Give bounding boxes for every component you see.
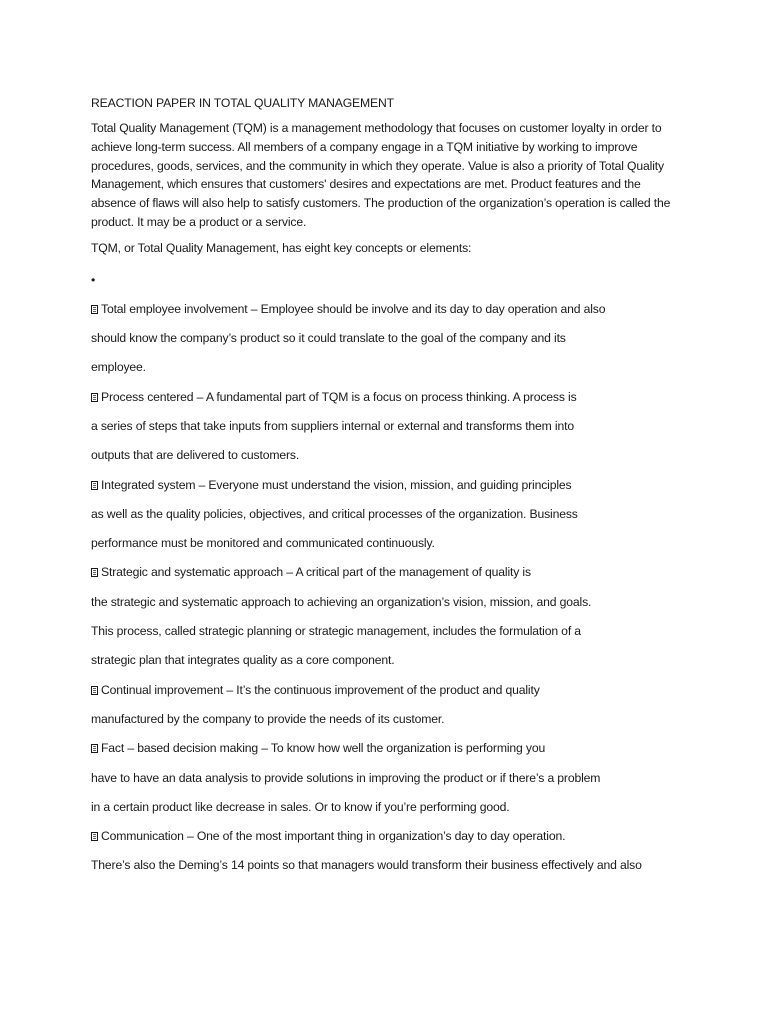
concept-item-line	[91, 563, 681, 581]
line-text: in a certain product like decrease in sales. Or to know if you’re performing good.	[91, 799, 510, 814]
concept-continuation-line	[91, 798, 681, 816]
line-text: manufactured by the company to provide the needs of its customer.	[91, 711, 445, 726]
line-text: have to have an data analysis to provide solutions in improving the product or if there’s a problem	[91, 770, 601, 785]
concept-continuation-line	[91, 505, 681, 523]
line-text: Communication – One of the most important thing in organization’s day to day operation.	[101, 829, 566, 844]
line-text: Strategic and systematic approach – A critical part of the management of quality is	[101, 565, 531, 580]
concept-continuation-line	[91, 651, 681, 669]
line-text: strategic plan that integrates quality as a core component.	[91, 653, 395, 668]
concept-continuation-line	[91, 534, 681, 552]
concept-item-line	[91, 681, 681, 699]
missing-glyph-icon	[91, 393, 98, 402]
concept-continuation-line	[91, 622, 681, 640]
concept-item-line	[91, 476, 681, 494]
missing-glyph-icon	[91, 744, 98, 753]
concept-continuation-line	[91, 710, 681, 728]
missing-glyph-icon	[91, 305, 98, 314]
concept-continuation-line	[91, 593, 681, 611]
concept-item-line	[91, 739, 681, 757]
concept-item-line	[91, 827, 681, 845]
line-text: outputs that are delivered to customers.	[91, 448, 300, 463]
concept-item-line	[91, 388, 681, 406]
closing-paragraph: There’s also the Deming’s 14 points so that managers would transform their business effectively and also	[91, 858, 642, 873]
intro-paragraph: Total Quality Management (TQM) is a management methodology that focuses on customer loyalty in order to achieve long-term success. All members of a company engage in a TQM initiative by working to improve procedures, goods, services, and the community in which they operate. Value is also a priority of Total Quality Management, which ensures that customers' desires and expectations are met. Product features and the absence of flaws will also help to satisfy customers. The production of the organization’s operation is called the product. It may be a product or a service.	[91, 121, 671, 229]
line-text: a series of steps that take inputs from suppliers internal or external and transforms them into	[91, 418, 574, 433]
concept-continuation-line	[91, 446, 681, 464]
concept-lines	[91, 300, 681, 845]
missing-glyph-icon	[91, 832, 98, 841]
missing-glyph-icon	[91, 686, 98, 695]
document-title: REACTION PAPER IN TOTAL QUALITY MANAGEMENT	[91, 96, 394, 110]
line-text: Process centered – A fundamental part of TQM is a focus on process thinking. A process is	[101, 389, 577, 404]
bullet-dot: •	[91, 272, 96, 287]
line-text: employee.	[91, 360, 146, 375]
line-text: as well as the quality policies, objectives, and critical processes of the organization. Business	[91, 506, 578, 521]
line-text: Fact – based decision making – To know how well the organization is performing you	[101, 741, 546, 756]
line-text: Continual improvement – It’s the continuous improvement of the product and quality	[101, 682, 540, 697]
line-text: This process, called strategic planning or strategic management, includes the formulation of a	[91, 624, 581, 639]
concept-continuation-line	[91, 329, 681, 347]
line-text: the strategic and systematic approach to achieving an organization’s vision, mission, and goals.	[91, 594, 592, 609]
concept-continuation-line	[91, 769, 681, 787]
elements-intro: TQM, or Total Quality Management, has eight key concepts or elements:	[91, 240, 472, 255]
line-text: Total employee involvement – Employee should be involve and its day to day operation and also	[101, 301, 606, 316]
concept-continuation-line	[91, 358, 681, 376]
line-text: performance must be monitored and communicated continuously.	[91, 536, 435, 551]
missing-glyph-icon	[91, 481, 98, 490]
line-text: should know the company’s product so it could translate to the goal of the company and its	[91, 331, 566, 346]
document-body	[91, 94, 681, 875]
concept-item-line	[91, 300, 681, 318]
concept-continuation-line	[91, 417, 681, 435]
missing-glyph-icon	[91, 568, 98, 577]
line-text: Integrated system – Everyone must understand the vision, mission, and guiding principles	[101, 477, 572, 492]
